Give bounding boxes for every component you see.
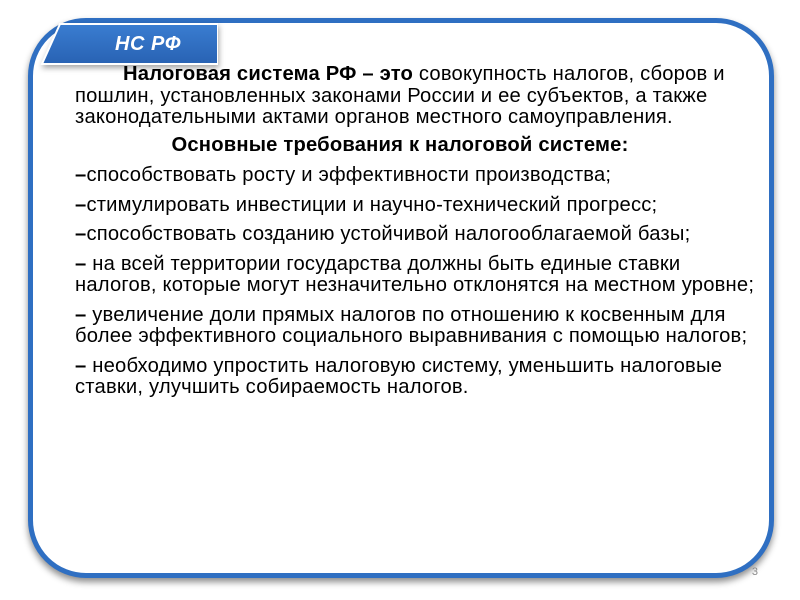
requirement-text: увеличение доли прямых налогов по отношению к косвенным для более эффективного социального выравнивания с помощью налогов; <box>75 303 748 347</box>
requirement-dash: – <box>75 164 87 186</box>
page-number: 3 <box>751 566 758 578</box>
requirement-item <box>75 305 755 348</box>
requirements-heading: Основные требования к налоговой системе: <box>171 133 629 156</box>
requirement-item <box>75 195 755 217</box>
requirement-item <box>75 224 755 246</box>
slide-content <box>75 64 755 407</box>
definition-text: совокупность налогов, сборов и пошлин, установленных законами России и ее субъектов, а также законодательными актами органов местного самоуправления. <box>75 63 725 128</box>
requirement-dash: – <box>75 303 87 326</box>
requirement-dash: – <box>75 252 87 275</box>
requirement-dash: – <box>75 193 87 216</box>
requirement-item <box>75 165 755 187</box>
requirement-item <box>75 356 755 399</box>
requirement-text: на всей территории государства должны быть единые ставки налогов, которые могут незначительно отклонятся на местном уровне; <box>75 252 755 296</box>
requirement-item <box>75 254 755 297</box>
requirement-text: способствовать созданию устойчивой налогооблагаемой базы; <box>86 223 691 245</box>
badge-label: НС РФ <box>115 33 181 55</box>
requirement-text: способствовать росту и эффективности производства; <box>86 164 612 186</box>
requirement-dash: – <box>75 354 87 377</box>
definition-paragraph <box>75 64 755 129</box>
requirement-dash: – <box>75 223 87 245</box>
definition-term: Налоговая система РФ – это <box>123 63 414 85</box>
section-badge <box>40 12 218 70</box>
requirement-text: стимулировать инвестиции и научно-технический прогресс; <box>86 193 658 216</box>
requirement-text: необходимо упростить налоговую систему, уменьшить налоговые ставки, улучшить собираемость налогов. <box>75 354 723 398</box>
